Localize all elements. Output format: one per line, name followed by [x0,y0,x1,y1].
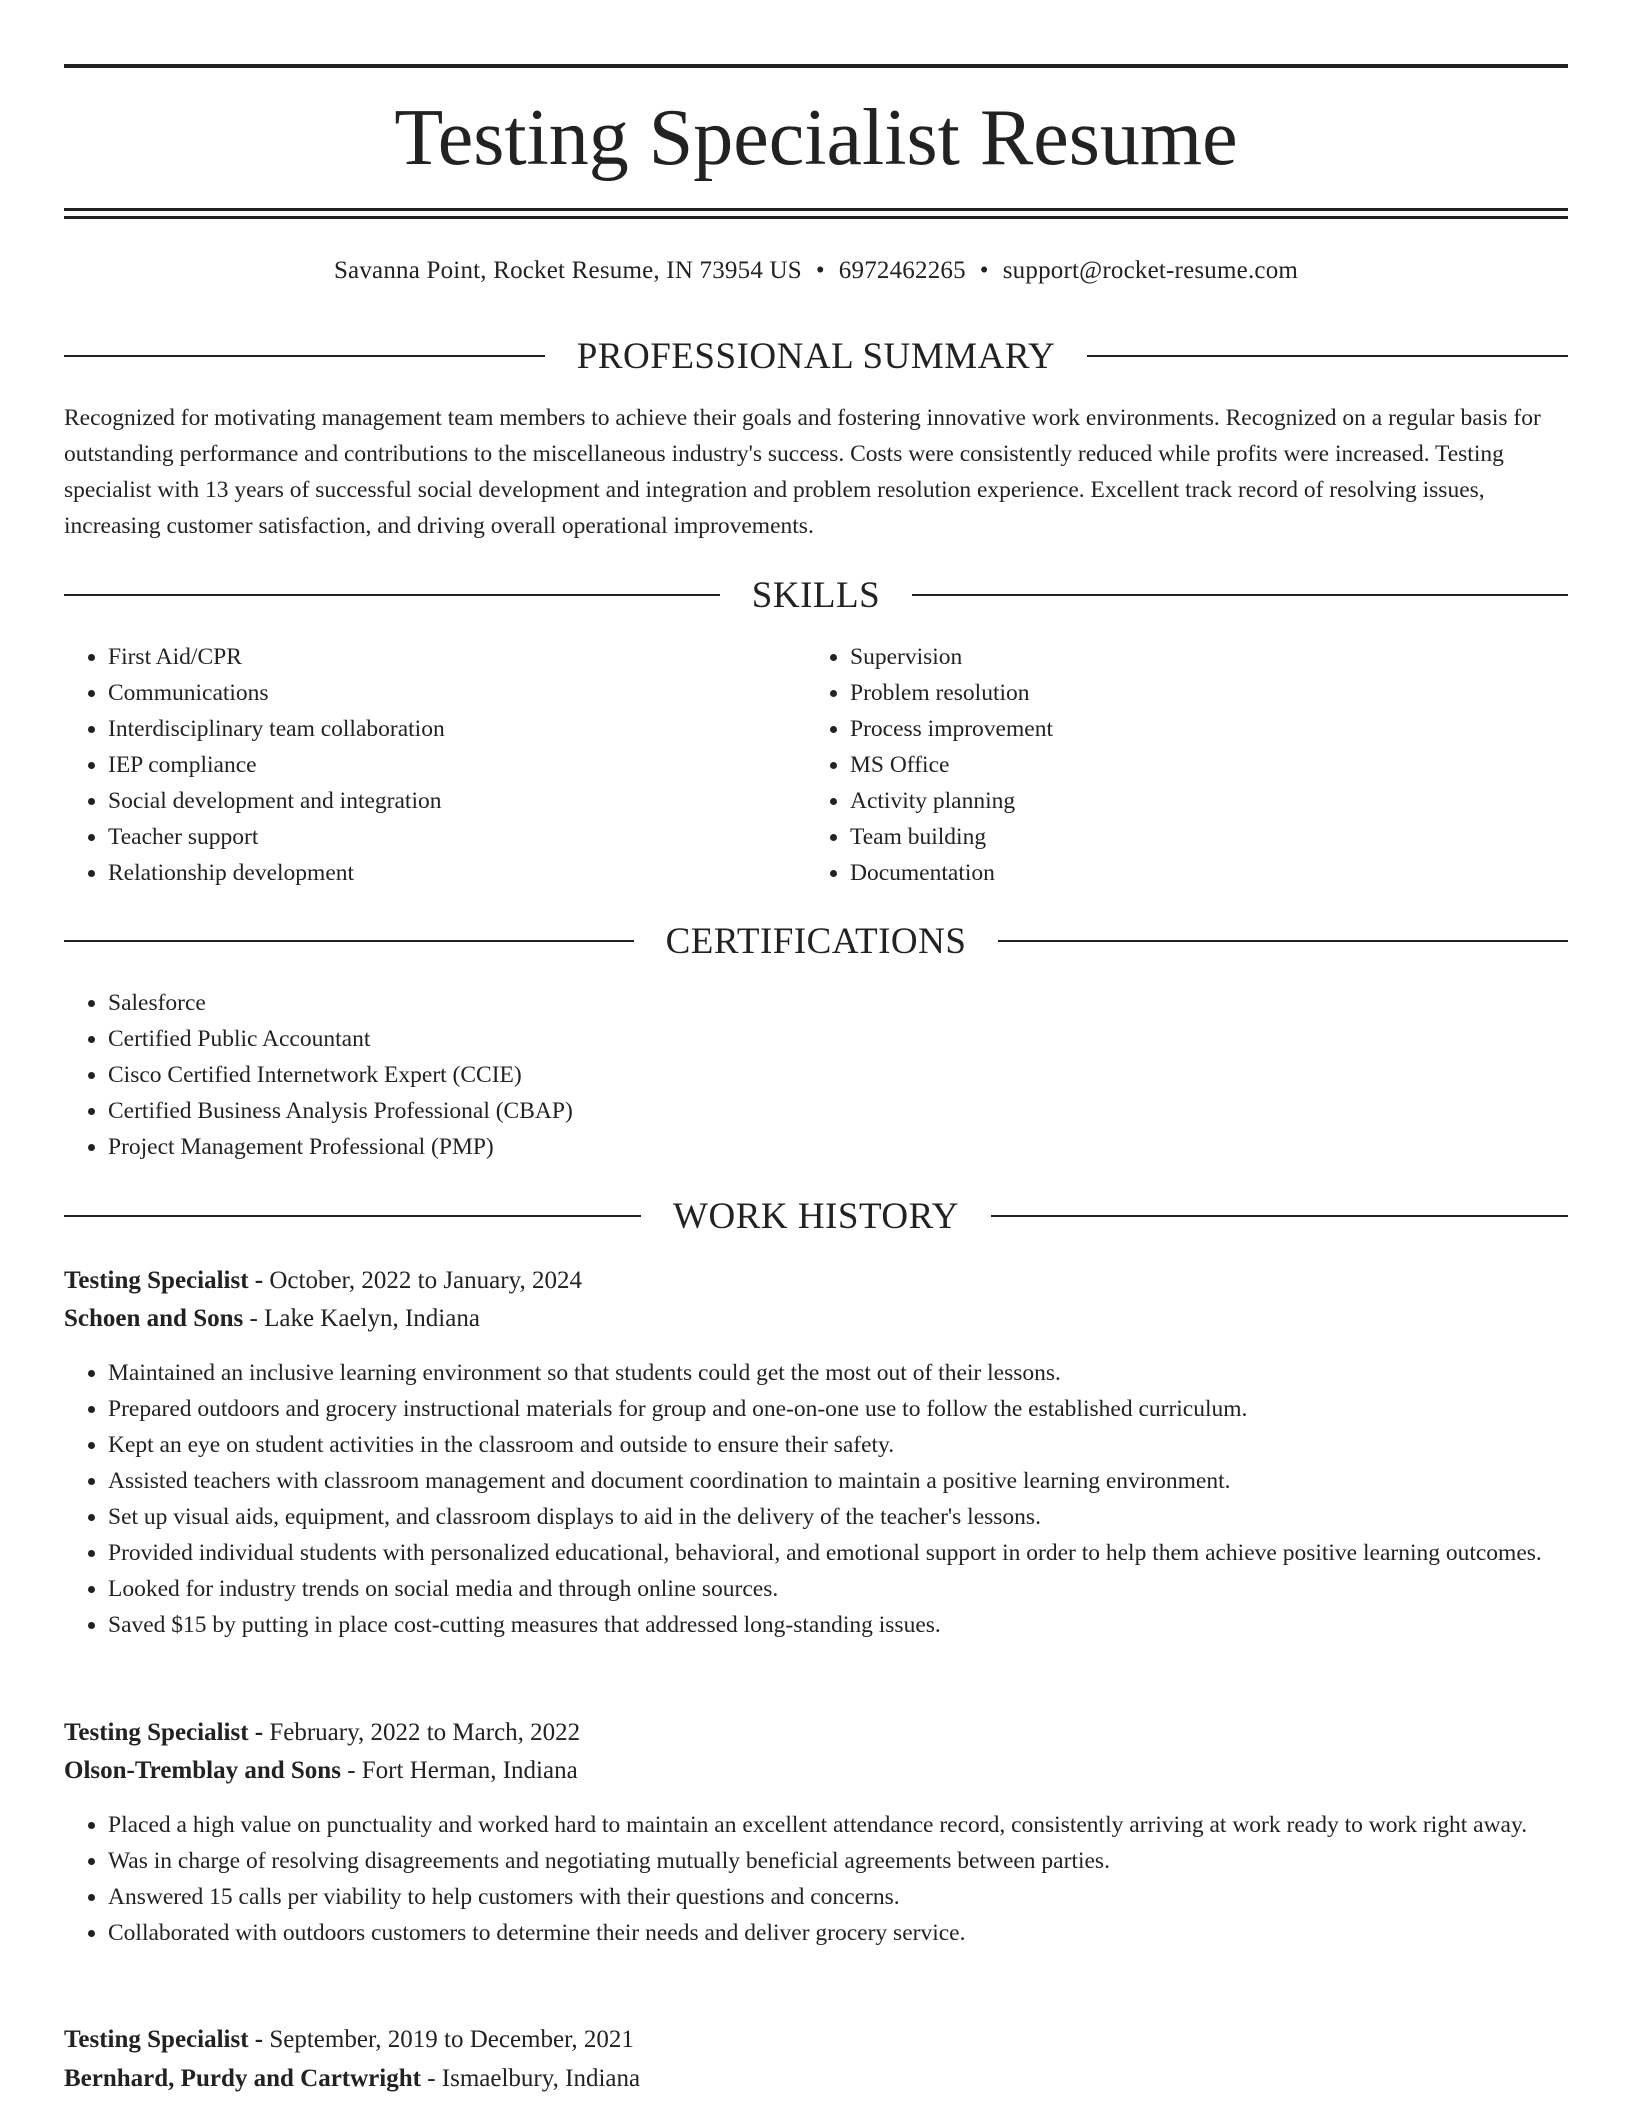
list-item: • Was in charge of resolving disagreements and negotiating mutually beneficial agreements between parties. [108,1843,1612,1879]
heading-rule [64,940,634,942]
contact-separator: • [979,257,989,284]
list-item: • First Aid/CPR [108,639,808,675]
heading-rule [64,1215,641,1217]
list-item: • Saved $15 by putting in place cost-cutting measures that addressed long-standing issues. [108,1607,1612,1643]
job-company: Bernhard, Purdy and Cartwright [64,2065,421,2092]
contact-line [64,254,1568,288]
section-title: SKILLS [751,574,881,616]
job-company-line [64,1752,1568,1790]
summary-paragraph: Recognized for motivating management team members to achieve their goals and fostering innovative work environments. Recognized on a regular basis for outstanding performance and contributions to the miscellaneous industry's success. Costs were consistently reduced while profits were increased. Testing specialist with 13 years of successful social development and integration and problem resolution experience. Excellent track record of resolving issues, increasing customer satisfaction, and driving overall operational improvements. [64,405,1541,539]
list-item: • Supervision [850,639,1550,675]
list-item: • Salesforce [108,985,1508,1021]
job-bullets [64,1355,1612,1643]
job-title: Testing Specialist [64,2026,249,2053]
contact-address: Savanna Point, Rocket Resume, IN 73954 US [333,257,802,284]
job-company: Olson-Tremblay and Sons [64,1757,341,1784]
dash: - [254,1719,264,1746]
job-company: Schoen and Sons [64,1305,244,1332]
job-bullets [64,1807,1612,1951]
list-item: • Activity planning [850,783,1550,819]
dash: - [347,1757,356,1784]
section-heading-summary [64,334,1568,378]
job-dates: October, 2022 to January, 2024 [269,1267,582,1294]
job-company-line [64,2060,1568,2098]
dash: - [254,2026,264,2053]
dash: - [427,2065,436,2092]
list-item: • Communications [108,675,808,711]
skills-list-left [64,639,808,891]
list-item: • MS Office [850,747,1550,783]
list-item: • Assisted teachers with classroom management and document coordination to maintain a positive learning environment. [108,1463,1612,1499]
list-item: • Cisco Certified Internetwork Expert (CCIE) [108,1057,1508,1093]
heading-rule [64,355,545,357]
section-title: CERTIFICATIONS [665,920,967,962]
list-item: • Set up visual aids, equipment, and classroom displays to aid in the delivery of the teacher's lessons. [108,1499,1612,1535]
title-bottom-rule-thin [64,216,1568,219]
list-item: • Looked for industry trends on social media and through online sources. [108,1571,1612,1607]
section-title: WORK HISTORY [673,1195,959,1237]
title-top-rule [64,64,1568,68]
list-item: • Answered 15 calls per viability to help customers with their questions and concerns. [108,1879,1612,1915]
certifications-list [64,985,1508,1165]
job-title-line [64,2021,1568,2059]
job-company-line [64,1300,1568,1338]
section-heading-work-history [64,1194,1568,1238]
list-item: • Kept an eye on student activities in the classroom and outside to ensure their safety. [108,1427,1612,1463]
heading-rule [912,594,1568,596]
list-item: • Team building [850,819,1550,855]
list-item: • Problem resolution [850,675,1550,711]
list-item: • Relationship development [108,855,808,891]
list-item: • Documentation [850,855,1550,891]
page-title: Testing Specialist Resume [394,94,1238,182]
list-item: • Teacher support [108,819,808,855]
job-location: Ismaelbury, Indiana [441,2065,641,2092]
job-dates: February, 2022 to March, 2022 [269,1719,581,1746]
job-title: Testing Specialist [64,1267,249,1294]
list-item: • Collaborated with outdoors customers to determine their needs and deliver grocery service. [108,1915,1612,1951]
list-item: • Certified Public Accountant [108,1021,1508,1057]
list-item: • Project Management Professional (PMP) [108,1129,1508,1165]
section-heading-certifications [64,919,1568,963]
list-item: • Certified Business Analysis Professional (CBAP) [108,1093,1508,1129]
list-item: • Process improvement [850,711,1550,747]
dash: - [254,1267,264,1294]
heading-rule [991,1215,1568,1217]
contact-separator: • [815,257,825,284]
job-location: Lake Kaelyn, Indiana [264,1305,480,1332]
heading-rule [998,940,1568,942]
list-item: • Interdisciplinary team collaboration [108,711,808,747]
section-title: PROFESSIONAL SUMMARY [576,335,1056,377]
contact-email: support@rocket-resume.com [1002,257,1299,284]
heading-rule [64,594,720,596]
contact-phone: 6972462265 [838,257,966,284]
list-item: • IEP compliance [108,747,808,783]
section-heading-skills [64,573,1568,617]
heading-rule [1087,355,1568,357]
list-item: • Maintained an inclusive learning environment so that students could get the most out of their lessons. [108,1355,1612,1391]
job-dates: September, 2019 to December, 2021 [269,2026,634,2053]
list-item: • Placed a high value on punctuality and worked hard to maintain an excellent attendance record, consistently arriving at work ready to work right away. [108,1807,1612,1843]
dash: - [249,1305,258,1332]
list-item: • Provided individual students with personalized educational, behavioral, and emotional support in order to help them achieve positive learning outcomes. [108,1535,1612,1571]
job-location: Fort Herman, Indiana [361,1757,578,1784]
job-title-line [64,1714,1568,1752]
skills-list-right [806,639,1550,891]
list-item: • Social development and integration [108,783,808,819]
list-item: • Prepared outdoors and grocery instructional materials for group and one-on-one use to follow the established curriculum. [108,1391,1612,1427]
job-title: Testing Specialist [64,1719,249,1746]
title-bottom-rule-thick [64,208,1568,211]
job-title-line [64,1262,1568,1300]
